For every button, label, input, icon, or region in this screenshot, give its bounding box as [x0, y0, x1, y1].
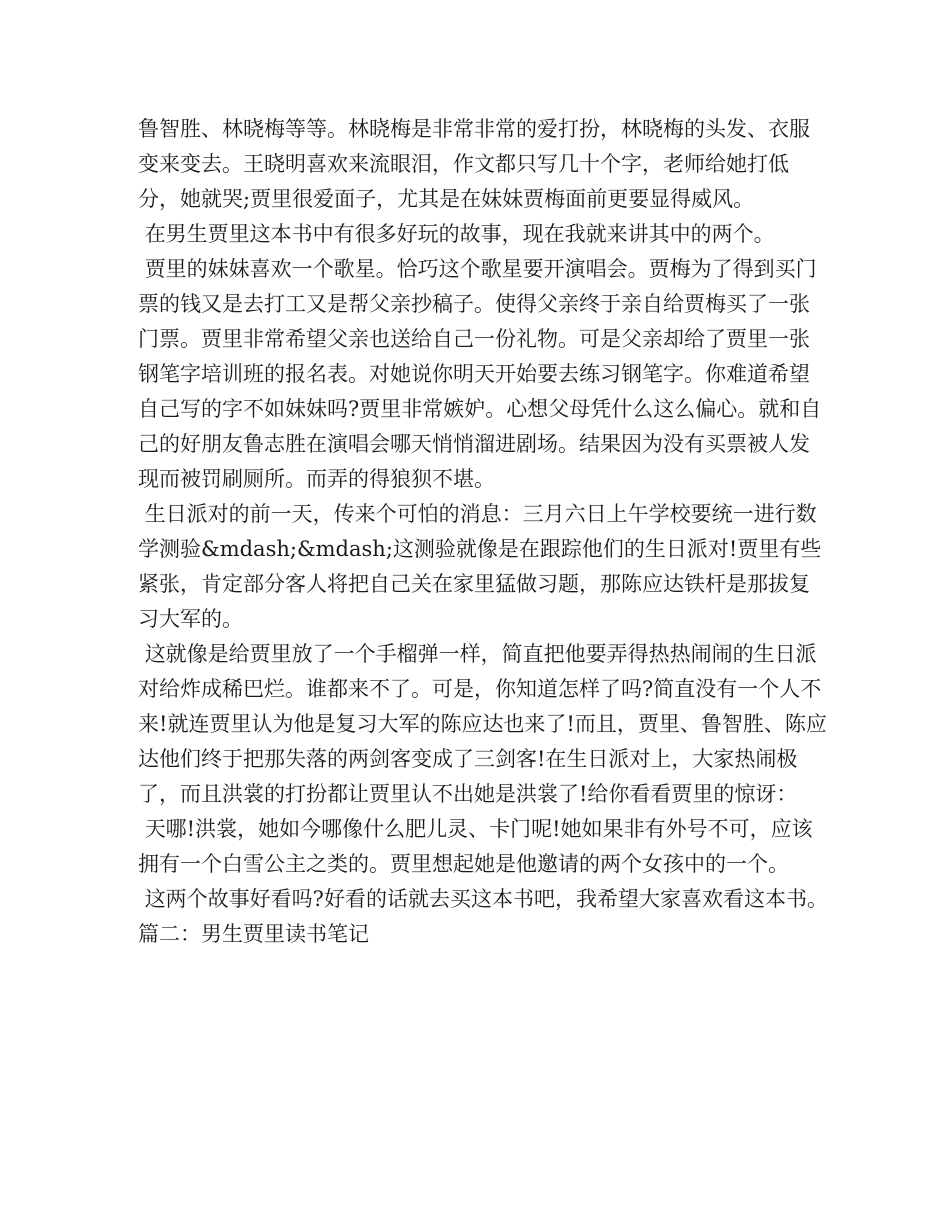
paragraph-birthday-party: 这就像是给贾里放了一个手榴弹一样，简直把他要弄得热热闹闹的生日派对给炸成稀巴烂。谁都来不了。可是，你知道怎样了吗?简直没有一个人不来!就连贾里认为他是复习大军的陈应达也来了!而且，贾里、鲁智胜、陈应达他们终于把那失落的两剑客变成了三剑客!在生日派对上，大家热闹极了，而且洪裳的打扮都让贾里认不出她是洪裳了!给你看看贾里的惊讶： [138, 642, 827, 806]
section-heading: 篇二：男生贾里读书笔记 [138, 922, 369, 946]
paragraph-character-descriptions: 鲁智胜、林晓梅等等。林晓梅是非常非常的爱打扮，林晓梅的头发、衣服变来变去。王晓明喜欢来流眼泪，作文都只写几十个字，老师给她打低分，她就哭;贾里很爱面子，尤其是在妹妹贾梅面前更要显得威风。 [138, 117, 810, 211]
paragraph-intro-stories: 在男生贾里这本书中有很多好玩的故事，现在我就来讲其中的两个。 [138, 222, 775, 246]
paragraph-math-test-news: 生日派对的前一天，传来个可怕的消息：三月六日上午学校要统一进行数学测验&mdash;&mdash;这测验就像是在跟踪他们的生日派对!贾里有些紧张，肯定部分客人将把自己关在家里猛做习题，那陈应达铁杆是那拔复习大军的。 [138, 502, 822, 631]
paragraph-conclusion: 这两个故事好看吗?好看的话就去买这本书吧，我希望大家喜欢看这本书。 [138, 887, 828, 911]
paragraph-hongshang-surprise: 天哪!洪裳，她如今哪像什么肥儿灵、卡门呢!她如果非有外号不可，应该拥有一个白雪公主之类的。贾里想起她是他邀请的两个女孩中的一个。 [138, 817, 813, 876]
document-body [138, 112, 828, 952]
paragraph-concert-story: 贾里的妹妹喜欢一个歌星。恰巧这个歌星要开演唱会。贾梅为了得到买门票的钱又是去打工又是帮父亲抄稿子。使得父亲终于亲自给贾梅买了一张门票。贾里非常希望父亲也送给自己一份礼物。可是父亲却给了贾里一张钢笔字培训班的报名表。对她说你明天开始要去练习钢笔字。你难道希望自己写的字不如妹妹吗?贾里非常嫉妒。心想父母凭什么这么偏心。就和自己的好朋友鲁志胜在演唱会哪天悄悄溜进剧场。结果因为没有买票被人发现而被罚刷厕所。而弄的得狼狈不堪。 [138, 257, 822, 491]
